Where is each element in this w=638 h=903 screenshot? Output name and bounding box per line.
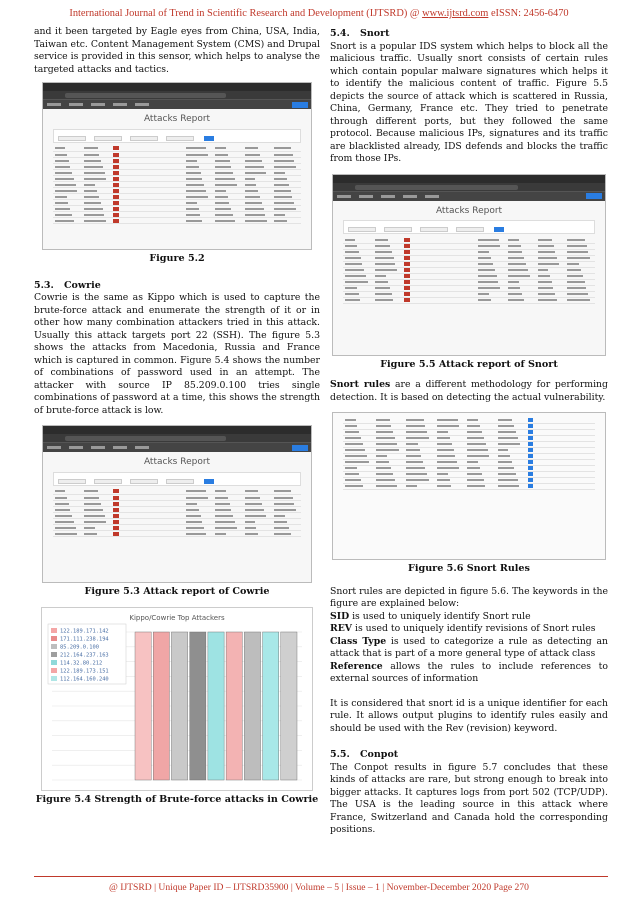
legend-swatch — [51, 668, 57, 673]
legend-swatch — [51, 652, 57, 657]
chart-bar — [135, 632, 151, 780]
figure-5-6-screenshot — [332, 412, 606, 560]
legend-swatch — [51, 636, 57, 641]
footer-rule — [34, 876, 608, 877]
figure-5-5-caption: Figure 5.5 Attack report of Snort — [380, 358, 558, 370]
table-row — [343, 483, 595, 489]
table-row — [343, 297, 595, 303]
right-column — [330, 26, 608, 837]
legend-label: 114.32.80.212 — [60, 660, 103, 667]
section-5-5-heading: 5.5. Conpot — [330, 749, 399, 760]
screen-title: Attacks Report — [143, 457, 211, 467]
screen-title: Attacks Report — [143, 114, 211, 124]
figure-5-2-screenshot — [42, 82, 312, 250]
figure-5-3-screenshot — [42, 425, 312, 583]
keyword-item: SID is used to uniquely identify Snort rule — [330, 610, 531, 622]
screen-title: Attacks Report — [435, 205, 503, 216]
cowrie-bar-chart — [42, 608, 312, 790]
figure-5-4-chart — [41, 607, 313, 791]
chart-bar — [263, 632, 279, 780]
figure-5-4-caption: Figure 5.4 Strength of Brute-force attacks in Cowrie — [35, 793, 319, 805]
keyword-item: Reference allows the rules to include references to external sources of information — [330, 660, 608, 684]
legend-label: 122.189.173.151 — [60, 668, 109, 675]
keywords-intro: Snort rules are depicted in figure 5.6. The keywords in the figure are explained below: — [330, 585, 608, 609]
figure-5-5-screenshot — [332, 174, 606, 356]
legend-label: 85.209.0.100 — [60, 644, 99, 651]
section-5-3-heading: 5.3. Cowrie — [34, 279, 101, 291]
chart-bar — [281, 632, 297, 780]
journal-link[interactable]: www.ijtsrd.com — [422, 8, 489, 19]
section-5-4-heading: 5.4. Snort — [330, 28, 390, 39]
figure-5-2-caption: Figure 5.2 — [149, 253, 205, 264]
journal-header: International Journal of Trend in Scientific Research and Development (IJTSRD) @ www.ijtsrd.com eISSN: 2456-6470 — [69, 8, 569, 19]
figure-5-3-caption: Figure 5.3 Attack report of Cowrie — [84, 586, 270, 597]
keyword-list — [330, 611, 608, 686]
keyword-item: REV is used to uniquely identify revisions of Snort rules — [330, 623, 596, 634]
snort-rules-paragraph: Snort rules are a different methodology for performing detection. It is based on detecting the actual vulnerability. — [330, 379, 608, 403]
chart-bar — [208, 632, 224, 780]
legend-label: 122.189.171.142 — [60, 628, 109, 635]
intro-paragraph: and it been targeted by Eagle eyes from China, USA, India, Taiwan etc. Content Management System (CMS) and Drupal service is provided in this sensor, which helps to analyse the targeted attacks and tactics. — [34, 26, 320, 75]
chart-bar — [171, 632, 187, 780]
page-footer: @ IJTSRD | Unique Paper ID – IJTSRD35900 | Volume – 5 | Issue – 1 | November-December 2020 Page 270 — [109, 882, 529, 893]
chart-bar — [226, 632, 242, 780]
sid-paragraph: It is considered that snort id is a unique identifier for each rule. It allows output plugins to identify rules easily and should be used with the Rev (revision) keyword. — [330, 697, 608, 734]
section-5-5-body: The Conpot results in figure 5.7 concludes that these kinds of attacks are rare, but strong enough to break into bigger attacks. It captures logs from port 502 (TCP/UDP). The USA is the leading source in this attack where France, Switzerland and Canada hold the corresponding positions. — [330, 761, 608, 835]
legend-swatch — [51, 676, 57, 681]
legend-swatch — [51, 660, 57, 665]
table-row — [53, 218, 301, 224]
section-5-4-body: Snort is a popular IDS system which helps to block all the malicious traffic. Usually snort consists of certain rules which contain popular malware signatures which helps it to identify the malicious content of traffic. Figure 5.5 depicts the source of attack which is scattered in Russia, China, Germany, France etc. They tried to penetrate through different ports, but they followed the same protocol. Because malicious IPs, signatures and its traffic are blacklisted already, IDS defends and blocks the traffic from those IPs. — [330, 40, 608, 164]
chart-bar — [153, 632, 169, 780]
keyword-item: Class Type is used to categorize a rule as detecting an attack that is part of a more general type of attack class — [330, 635, 608, 659]
legend-label: 212.164.237.163 — [60, 652, 109, 659]
legend-swatch — [51, 628, 57, 633]
legend-label: 112.164.160.240 — [60, 676, 109, 683]
left-column — [34, 26, 320, 806]
chart-bar — [190, 632, 206, 780]
figure-5-6-caption: Figure 5.6 Snort Rules — [408, 563, 530, 574]
chart-title: Kippo/Cowrie Top Attackers — [129, 613, 225, 622]
chart-bar — [244, 632, 260, 780]
legend-label: 171.111.238.194 — [60, 636, 109, 643]
legend-swatch — [51, 644, 57, 649]
section-5-3-body: Cowrie is the same as Kippo which is used to capture the brute-force attack and enumerate the strength of it or in other how many combination attackers tried in this attack. Usually this attack targets port 22 (SSH). The figure 5.3 shows the attacks from Macedonia, Russia and France which is captured in common. Figure 5.4 shows the number of combinations of password used in an attempt. The attacker with source IP 85.209.0.100 tries single combinations of password at a time, this shows the strength of brute-force attack is low. — [34, 292, 320, 416]
table-row — [53, 531, 301, 537]
